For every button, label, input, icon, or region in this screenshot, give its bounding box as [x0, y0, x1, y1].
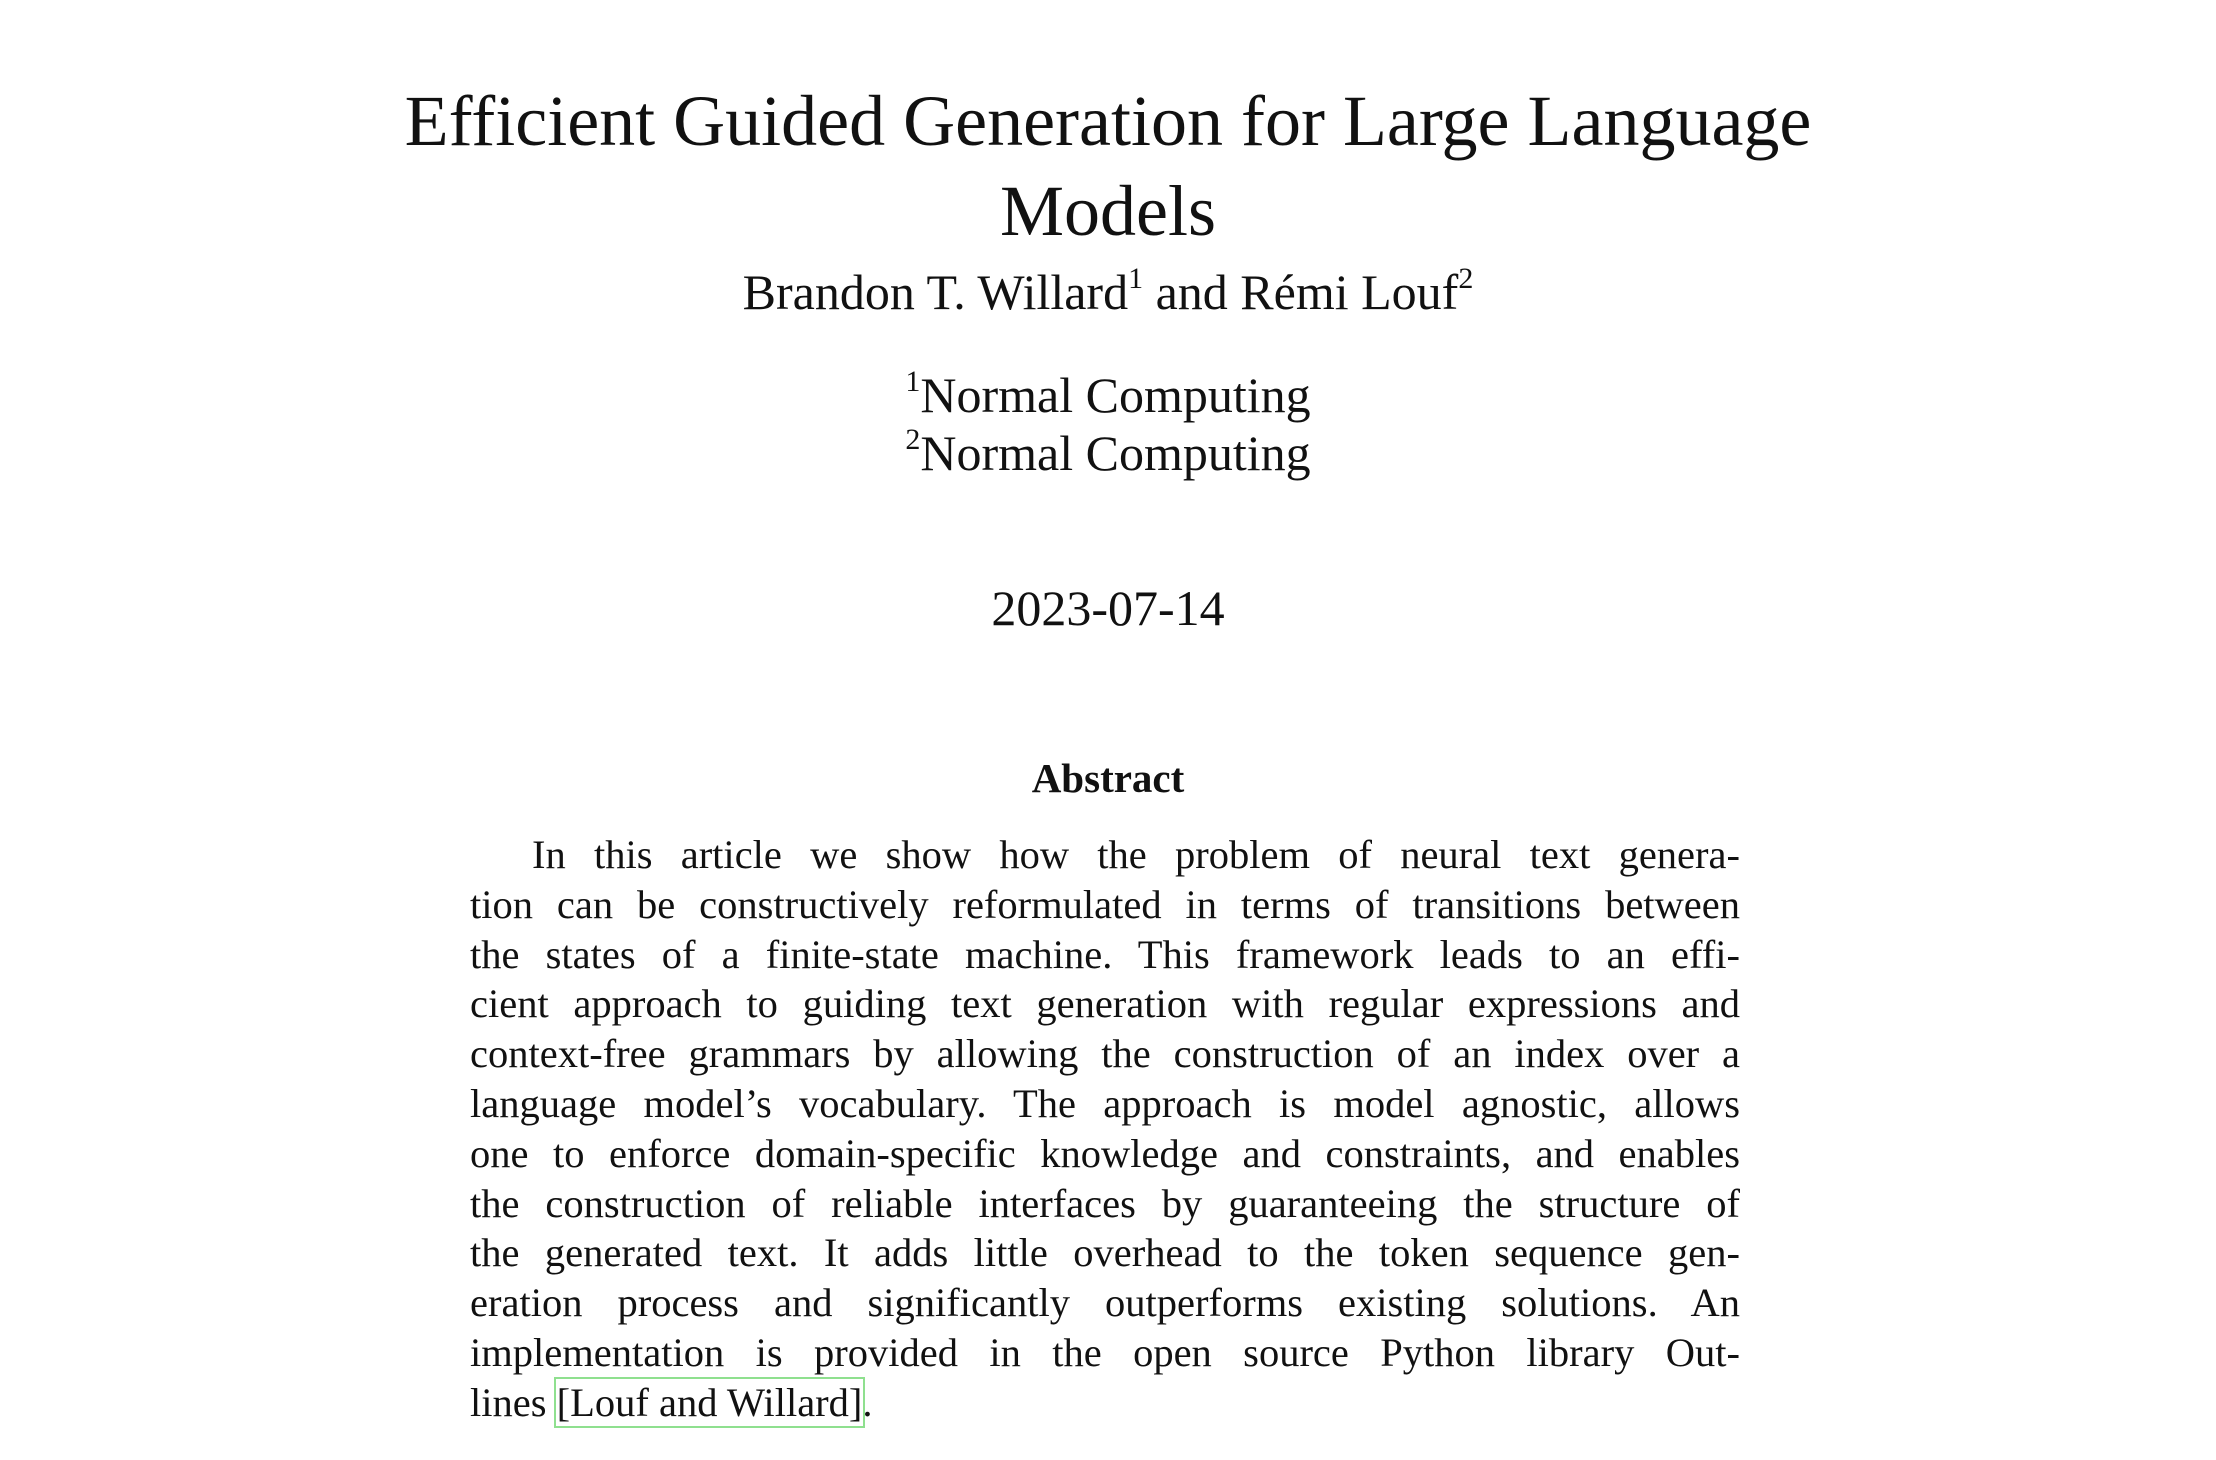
abstract-line: tion can be constructively reformulated in terms of transitions between [470, 881, 1740, 927]
author-name: Rémi Louf [1240, 264, 1459, 320]
paper-title [0, 76, 2216, 256]
affiliation-name: Normal Computing [920, 425, 1311, 481]
title-line: Models [1000, 171, 1216, 252]
abstract-line: the generated text. It adds little overhead to the token sequence gen- [470, 1230, 1740, 1276]
abstract-body [470, 830, 1740, 1428]
abstract-line [470, 1378, 1740, 1428]
affiliation-mark: 2 [1458, 262, 1474, 295]
abstract-line: context-free grammars by allowing the construction of an index over a [470, 1031, 1740, 1077]
abstract-line: eration process and significantly outperforms existing solutions. An [470, 1280, 1740, 1326]
abstract-line: implementation is provided in the open source Python library Out- [470, 1329, 1740, 1375]
affiliation-name: Normal Computing [920, 367, 1311, 423]
affiliation-mark: 2 [905, 423, 921, 456]
author-joiner: and [1143, 264, 1241, 320]
author-name: Brandon T. Willard [742, 264, 1129, 320]
abstract-line: the construction of reliable interfaces by guaranteeing the structure of [470, 1180, 1740, 1226]
publication-date: 2023-07-14 [991, 580, 1225, 636]
title-line: Efficient Guided Generation for Large Language [404, 81, 1812, 162]
abstract-line: the states of a finite-state machine. This framework leads to an effi- [470, 931, 1740, 977]
affiliation [0, 366, 2216, 424]
abstract-line: cient approach to guiding text generation with regular expressions and [470, 981, 1740, 1027]
author-list [0, 262, 2216, 322]
abstract-line: In this article we show how the problem of neural text genera- [532, 832, 1740, 877]
citation-link[interactable]: [Louf and Willard] [556, 1379, 863, 1425]
abstract-line: language model’s vocabulary. The approach is model agnostic, allows [470, 1080, 1740, 1126]
affiliation [0, 424, 2216, 482]
affiliation-list [0, 366, 2216, 482]
abstract-line-text: . [862, 1379, 873, 1425]
affiliation-mark: 1 [905, 365, 921, 398]
abstract-line: one to enforce domain-specific knowledge and constraints, and enables [470, 1130, 1740, 1176]
abstract-heading: Abstract [1031, 755, 1185, 801]
abstract-line-text: lines [470, 1379, 557, 1425]
affiliation-mark: 1 [1128, 262, 1144, 295]
